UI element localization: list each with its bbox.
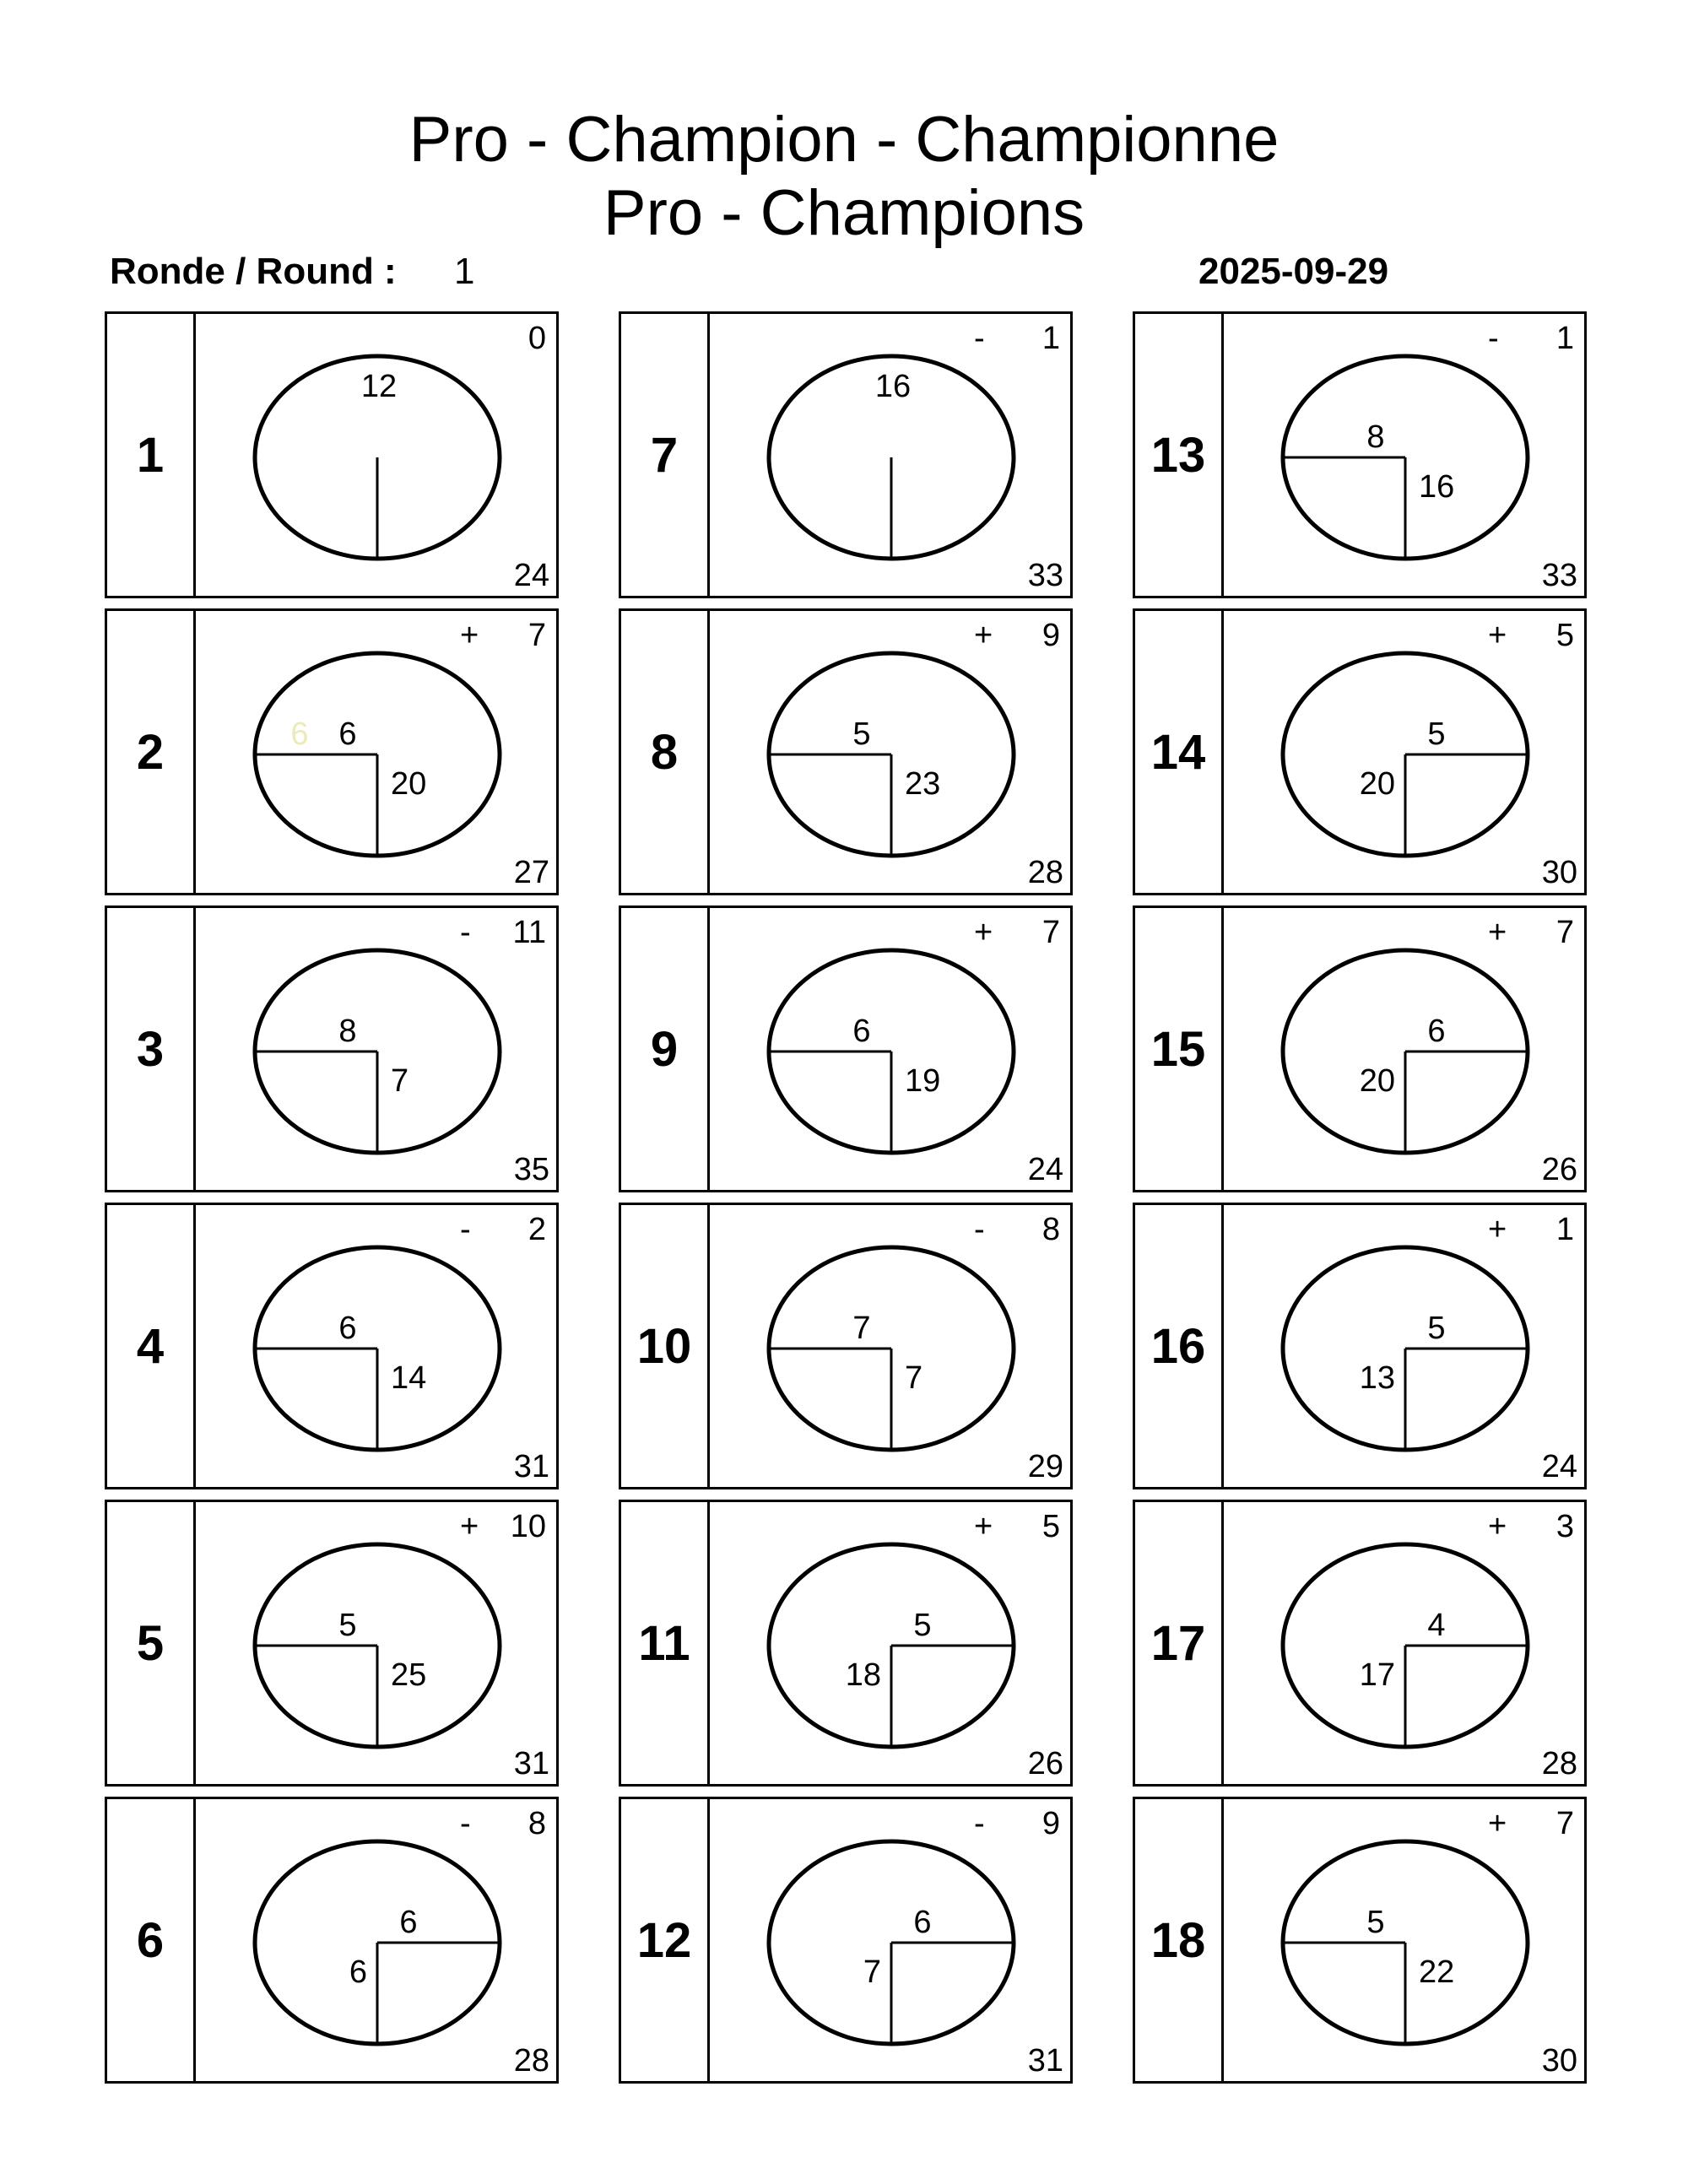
table-card xyxy=(1133,1797,1587,2084)
table-number: 10 xyxy=(621,1205,710,1487)
table-number: 14 xyxy=(1135,611,1224,893)
total-score: 31 xyxy=(513,1746,549,1781)
top-value: 5 xyxy=(852,716,871,752)
side-value: 19 xyxy=(905,1063,941,1099)
table-card xyxy=(1133,1203,1587,1489)
score-diff: 9 xyxy=(1041,1806,1060,1841)
game-diagram xyxy=(196,1502,559,1784)
game-diagram xyxy=(1224,1502,1587,1784)
total-score: 24 xyxy=(1027,1152,1063,1187)
score-diff-sign: + xyxy=(974,1509,993,1544)
side-value: 16 xyxy=(1419,469,1455,505)
title-line-1: Pro - Champion - Championne xyxy=(408,104,1280,176)
total-score: 33 xyxy=(1027,558,1063,593)
top-value: 5 xyxy=(913,1608,932,1643)
score-diff: 1 xyxy=(1555,321,1574,356)
score-diff: 9 xyxy=(1041,618,1060,653)
table-number: 3 xyxy=(107,908,196,1190)
table-number: 12 xyxy=(621,1799,710,2081)
top-value: 8 xyxy=(1366,419,1385,455)
total-score: 35 xyxy=(513,1152,549,1187)
score-diff: 3 xyxy=(1555,1509,1574,1544)
total-score: 31 xyxy=(1027,2043,1063,2079)
total-score: 30 xyxy=(1541,855,1577,890)
score-diff-sign: + xyxy=(1488,1212,1507,1247)
table-card xyxy=(619,1797,1073,2084)
score-diff: 7 xyxy=(1555,915,1574,950)
total-score: 31 xyxy=(513,1449,549,1484)
game-diagram xyxy=(196,314,559,596)
game-diagram xyxy=(1224,314,1587,596)
table-card xyxy=(619,1500,1073,1787)
top-value: 5 xyxy=(1427,716,1446,752)
game-diagram xyxy=(710,314,1073,596)
top-value: 6 xyxy=(399,1905,418,1940)
top-value: 5 xyxy=(1366,1905,1385,1940)
round-label: Ronde / Round : xyxy=(110,251,397,292)
table-number: 5 xyxy=(107,1502,196,1784)
side-value: 7 xyxy=(905,1360,923,1396)
table-card xyxy=(105,1500,559,1787)
top-value: 12 xyxy=(360,369,398,404)
total-score: 26 xyxy=(1027,1746,1063,1781)
game-diagram xyxy=(196,1205,559,1487)
side-value: 18 xyxy=(845,1657,881,1693)
table-number: 16 xyxy=(1135,1205,1224,1487)
score-diff-sign: + xyxy=(460,618,479,653)
side-value: 7 xyxy=(863,1954,881,1990)
score-diff: 7 xyxy=(1041,915,1060,950)
score-diff: 0 xyxy=(528,321,546,356)
total-score: 24 xyxy=(513,558,549,593)
score-diff-sign: - xyxy=(974,1806,985,1841)
score-diff-sign: + xyxy=(974,915,993,950)
top-value: 5 xyxy=(338,1608,357,1643)
table-number: 8 xyxy=(621,611,710,893)
table-card xyxy=(105,905,559,1192)
game-diagram xyxy=(196,611,559,893)
total-score: 24 xyxy=(1541,1449,1577,1484)
table-card xyxy=(105,608,559,895)
game-diagram xyxy=(710,1205,1073,1487)
top-value: 6 xyxy=(1427,1014,1446,1049)
top-value: 5 xyxy=(1427,1311,1446,1346)
table-number: 15 xyxy=(1135,908,1224,1190)
total-score: 26 xyxy=(1541,1152,1577,1187)
side-value: 20 xyxy=(1359,766,1395,802)
table-card xyxy=(619,1203,1073,1489)
side-value: 6 xyxy=(349,1954,367,1990)
score-diff: 11 xyxy=(512,915,546,950)
side-value: 14 xyxy=(391,1360,427,1396)
table-card xyxy=(1133,608,1587,895)
total-score: 28 xyxy=(1027,855,1063,890)
total-score: 30 xyxy=(1541,2043,1577,2079)
game-diagram xyxy=(710,1502,1073,1784)
side-value: 20 xyxy=(1359,1063,1395,1099)
top-value: 7 xyxy=(852,1311,871,1346)
score-diff: 1 xyxy=(1041,321,1060,356)
table-card xyxy=(1133,311,1587,598)
total-score: 33 xyxy=(1541,558,1577,593)
game-diagram xyxy=(1224,1205,1587,1487)
table-card xyxy=(619,608,1073,895)
total-score: 28 xyxy=(1541,1746,1577,1781)
score-diff-sign: - xyxy=(974,321,985,356)
side-value: 7 xyxy=(391,1063,409,1099)
score-diff-sign: - xyxy=(1488,321,1499,356)
top-value: 16 xyxy=(874,369,912,404)
score-diff-sign: + xyxy=(1488,915,1507,950)
total-score: 27 xyxy=(513,855,549,890)
top-value: 6 xyxy=(913,1905,932,1940)
score-diff: 8 xyxy=(1041,1212,1060,1247)
top-value: 8 xyxy=(338,1014,357,1049)
table-card xyxy=(619,905,1073,1192)
round-value: 1 xyxy=(454,251,475,292)
top-value: 6 xyxy=(338,1311,357,1346)
top-value: 4 xyxy=(1427,1608,1446,1643)
table-number: 17 xyxy=(1135,1502,1224,1784)
score-diff: 5 xyxy=(1555,618,1574,653)
table-card xyxy=(105,311,559,598)
side-value: 22 xyxy=(1419,1954,1455,1990)
top-value: 6 xyxy=(338,716,357,752)
score-diff-sign: - xyxy=(460,1806,471,1841)
table-card xyxy=(105,1797,559,2084)
top-value: 6 xyxy=(852,1014,871,1049)
score-diff: 7 xyxy=(1555,1806,1574,1841)
score-diff-sign: + xyxy=(1488,1806,1507,1841)
score-diff-sign: + xyxy=(460,1509,479,1544)
game-diagram xyxy=(710,908,1073,1190)
table-number: 7 xyxy=(621,314,710,596)
date: 2025-09-29 xyxy=(1198,251,1389,292)
side-value: 23 xyxy=(905,766,941,802)
table-card xyxy=(1133,1500,1587,1787)
score-diff: 8 xyxy=(528,1806,546,1841)
score-diff: 7 xyxy=(528,618,546,653)
total-score: 29 xyxy=(1027,1449,1063,1484)
side-value: 25 xyxy=(391,1657,427,1693)
score-diff: 10 xyxy=(510,1509,546,1544)
table-card xyxy=(105,1203,559,1489)
table-number: 4 xyxy=(107,1205,196,1487)
score-diff: 1 xyxy=(1555,1212,1574,1247)
table-card xyxy=(1133,905,1587,1192)
game-diagram xyxy=(710,1799,1073,2081)
faint-value: 6 xyxy=(290,716,309,752)
table-number: 2 xyxy=(107,611,196,893)
table-card xyxy=(619,311,1073,598)
total-score: 28 xyxy=(513,2043,549,2079)
score-diff-sign: + xyxy=(1488,618,1507,653)
score-diff-sign: - xyxy=(460,915,471,950)
score-diff-sign: - xyxy=(460,1212,471,1247)
table-number: 1 xyxy=(107,314,196,596)
table-number: 13 xyxy=(1135,314,1224,596)
score-diff-sign: - xyxy=(974,1212,985,1247)
side-value: 20 xyxy=(391,766,427,802)
score-diff: 5 xyxy=(1041,1509,1060,1544)
score-diff-sign: + xyxy=(1488,1509,1507,1544)
side-value: 13 xyxy=(1359,1360,1395,1396)
table-number: 18 xyxy=(1135,1799,1224,2081)
side-value: 17 xyxy=(1359,1657,1395,1693)
title-line-2: Pro - Champions xyxy=(603,177,1085,249)
game-diagram xyxy=(1224,611,1587,893)
score-diff: 2 xyxy=(528,1212,546,1247)
game-diagram xyxy=(1224,908,1587,1190)
game-diagram xyxy=(1224,1799,1587,2081)
game-diagram xyxy=(196,1799,559,2081)
score-diff-sign: + xyxy=(974,618,993,653)
table-number: 6 xyxy=(107,1799,196,2081)
table-number: 9 xyxy=(621,908,710,1190)
table-number: 11 xyxy=(621,1502,710,1784)
game-diagram xyxy=(710,611,1073,893)
game-diagram xyxy=(196,908,559,1190)
